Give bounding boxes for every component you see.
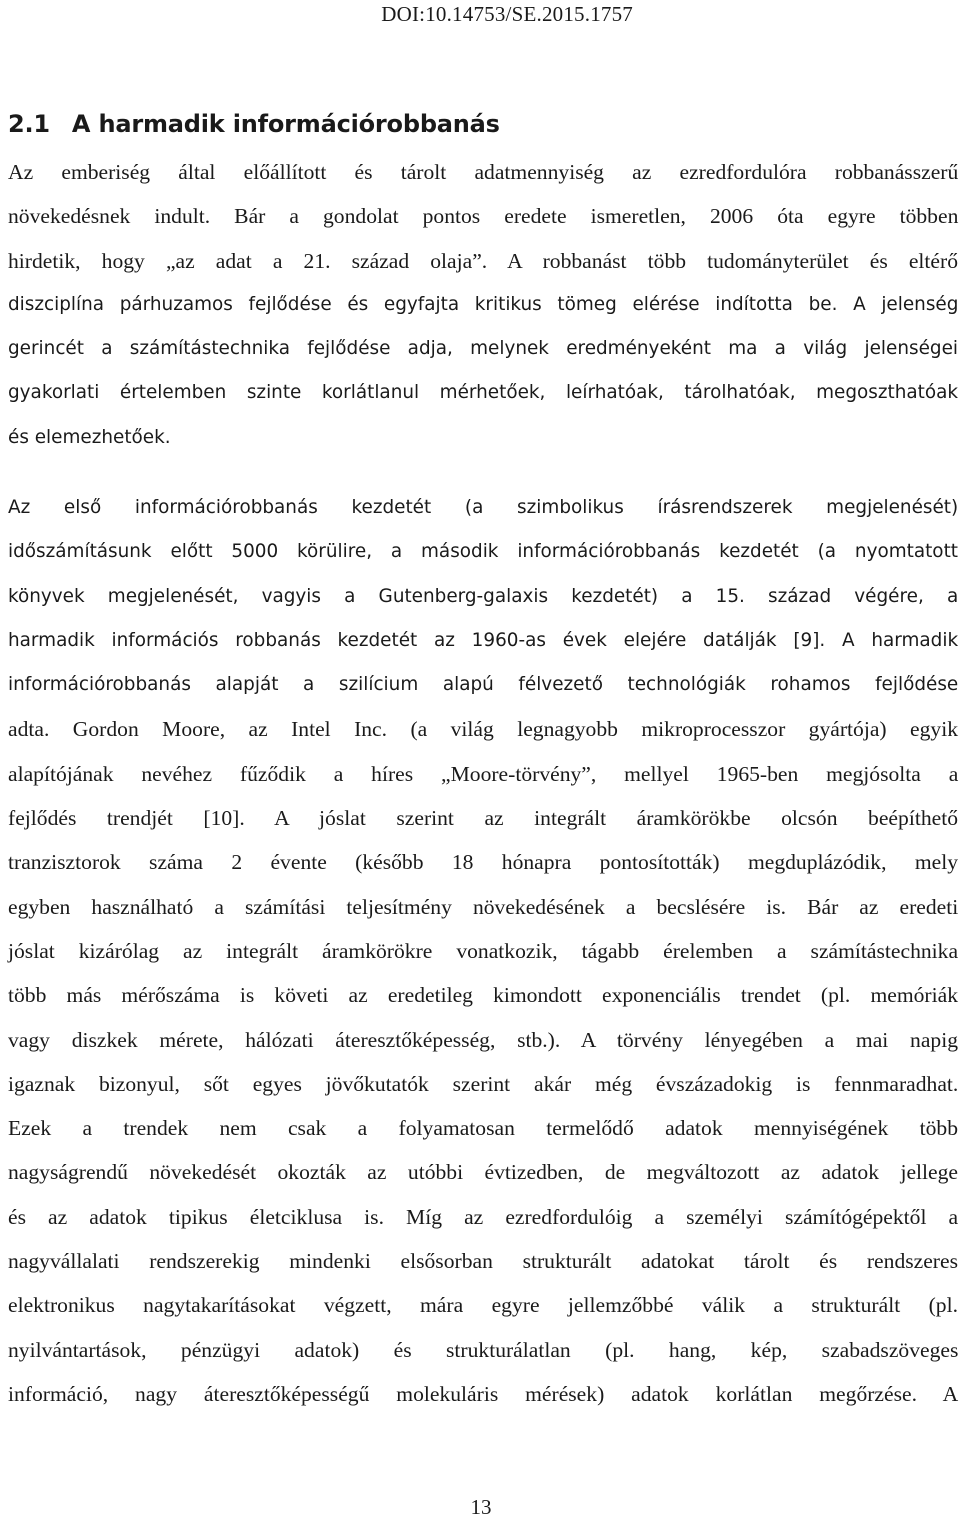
text-line: gerincét a számítástechnika fejlődése adja, melynek eredményeként ma a világ jelenségei — [8, 338, 958, 360]
text-line: gyakorlati értelemben szinte korlátlanul mérhetőek, leírhatóak, tárolhatóak, megoszthatóak — [8, 382, 959, 404]
paragraph-1 — [8, 150, 958, 460]
text-line: Az emberiség által előállított és tárolt adatmennyiség az ezredfordulóra robbanásszerű — [8, 160, 959, 184]
text-line: Az első információrobbanás kezdetét (a szimbolikus írásrendszerek megjelenését) — [8, 497, 959, 518]
text-line: elektronikus nagytakarításokat végzett, mára egyre jellemzőbbé válik a strukturált (pl. — [8, 1293, 958, 1318]
text-line: vagy diszkek mérete, hálózati áteresztőképesség, stb.). A törvény lényegében a mai napig — [8, 1027, 958, 1052]
text-line: nyilvántartások, pénzügyi adatok) és strukturálatlan (pl. hang, kép, szabadszöveges — [8, 1337, 959, 1362]
text-line: egyben használható a számítási teljesítmény növekedésének a becslésére is. Bár az eredeti — [8, 894, 959, 919]
text-line: diszciplína párhuzamos fejlődése és egyfajta kritikus tömeg elérése indította be. A jelenség — [8, 293, 959, 315]
text-line: és az adatok tipikus életciklusa is. Míg az ezredfordulóig a személyi számítógépektől a — [8, 1204, 959, 1229]
text-line: könyvek megjelenését, vagyis a Gutenberg-galaxis kezdetét) a 15. század végére, a — [8, 585, 959, 607]
text-line: nagyvállalati rendszerekig mindenki elsősorban strukturált adatokat tárolt és rendszeres — [8, 1249, 958, 1274]
text-line: információrobbanás alapját a szilícium alapú félvezető technológiák rohamos fejlődése — [8, 674, 959, 696]
text-line: jóslat kizárólag az integrált áramkörökre vonatkozik, tágabb érelemben a számítástechnika — [8, 938, 959, 963]
text-line: harmadik információs robbanás kezdetét az 1960-as évek elejére datálják [9]. A harmadik — [8, 629, 959, 651]
text-line: hirdetik, hogy „az adat a 21. század olaja”. A robbanást több tudományterület és eltérő — [8, 248, 958, 273]
text-line: és elemezhetőek. — [8, 426, 171, 448]
text-line: Ezek a trendek nem csak a folyamatosan termelődő adatok mennyiségének több — [8, 1116, 958, 1141]
text-line: információ, nagy áteresztőképességű molekuláris mérések) adatok korlátlan megőrzése. A — [8, 1381, 959, 1406]
text-line: adta. Gordon Moore, az Intel Inc. (a világ legnagyobb mikroprocesszor gyártója) egyik — [8, 717, 958, 742]
section-heading — [8, 110, 500, 138]
doi-header: DOI:10.14753/SE.2015.1757 — [381, 2, 633, 26]
section-title: A harmadik információrobbanás — [71, 110, 500, 138]
section-number: 2.1 — [8, 110, 50, 138]
text-line: több más mérőszáma is követi az eredetileg kimondott exponenciális trendet (pl. memóriák — [8, 983, 958, 1008]
text-line: igaznak bizonyul, sőt egyes jövőkutatók szerint akár még évszázadokig is fennmaradhat. — [8, 1071, 959, 1096]
text-line: nagyságrendű növekedését okozták az utóbbi évtizedben, de megváltozott az adatok jellege — [8, 1160, 958, 1185]
text-line: tranzisztorok száma 2 évente (később 18 hónapra pontosították) megduplázódik, mely — [8, 850, 958, 875]
page-number — [0, 1495, 960, 1520]
paragraph-2 — [8, 486, 958, 1416]
text-line: fejlődés trendjét [10]. A jóslat szerint az integrált áramkörökbe olcsón beépíthető — [8, 806, 958, 831]
text-line: növekedésnek indult. Bár a gondolat pontos eredete ismeretlen, 2006 óta egyre többen — [8, 204, 959, 229]
page-number-label: 13 — [470, 1495, 492, 1519]
text-line: időszámításunk előtt 5000 körülire, a második információrobbanás kezdetét (a nyomtatott — [8, 541, 958, 563]
text-line: alapítójának nevéhez fűződik a híres „Moore-törvény”, mellyel 1965-ben megjósolta a — [8, 761, 959, 786]
